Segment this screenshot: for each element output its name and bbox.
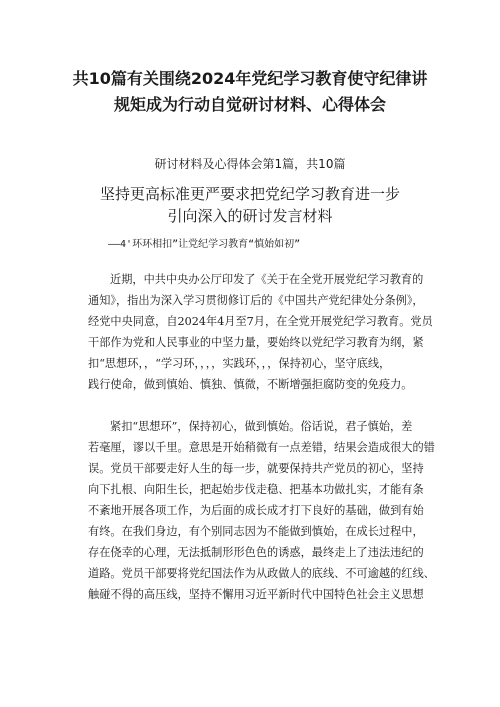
speech-title-line-2: 引向深入的研讨发言材料 <box>167 207 333 225</box>
document-title-line-1: 共10篇有关围绕2024年党纪学习教育使守纪律讲 <box>72 69 428 88</box>
speech-subtitle: ——4'环环相扣”让党纪学习教育“慎始如初” <box>108 239 301 250</box>
paragraph-line: 有终。在我们身边，有个别同志因为不能做到慎始，在成长过程中， <box>88 525 424 538</box>
paragraph-line: 经党中央同意，自2024年4月至7月，在全党开展党纪学习教育。党员 <box>88 315 433 328</box>
paragraph-line: 近期，中共中央办公厅印发了《关于在全党开展党纪学习教育的 <box>110 273 424 286</box>
paragraph-line: 道路。党员干部要将党纪国法作为从政做人的底线、不可逾越的红线、 <box>88 567 435 580</box>
paragraph-line: 向下扎根、向阳生长，把起始步伐走稳、把基本功做扎实，才能有条 <box>88 483 424 496</box>
body-paragraph-1 <box>88 269 440 395</box>
paragraph-line: 践行使命，做到慎始、慎独、慎微，不断增强拒腐防变的免疫力。 <box>88 378 413 391</box>
paragraph-line: 干部作为党和人民事业的中坚力量，要始终以党纪学习教育为纲，紧 <box>88 336 424 349</box>
paragraph-line: 若毫厘，谬以千里。意思是开始稍微有一点差错，结果会造成很大的错 <box>88 441 435 454</box>
paragraph-line: 误。党员干部要走好人生的每一步，就要保持共产党员的初心，坚持 <box>88 462 424 475</box>
paragraph-line: 触碰不得的高压线，坚持不懈用习近平新时代中国特色社会主义思想 <box>88 588 424 601</box>
paragraph-line: 通知》，指出为深入学习贯彻修订后的《中国共产党纪律处分条例》， <box>88 294 424 307</box>
paragraph-line: 扣“思想环，，“学习环，，，，实践环，，，保持初心，坚守底线， <box>88 357 391 370</box>
paragraph-line: 存在侥幸的心理，无法抵制形形色色的诱惑，最终走上了违法违纪的 <box>88 546 424 559</box>
paragraph-line: 紧扣“思想环”，保持初心，做到慎始。俗话说，君子慎始，差 <box>110 420 413 433</box>
section-subheading: 研讨材料及心得体会第1篇，共10篇 <box>154 157 346 171</box>
paragraph-line: 不紊地开展各项工作，为后面的成长成才打下良好的基础，做到有始 <box>88 504 424 517</box>
speech-title-line-1: 坚持更高标准更严要求把党纪学习教育进一步 <box>99 185 400 203</box>
body-paragraph-2 <box>88 416 440 605</box>
document-title-line-2: 规矩成为行动自觉研讨材料、心得体会 <box>113 95 386 114</box>
